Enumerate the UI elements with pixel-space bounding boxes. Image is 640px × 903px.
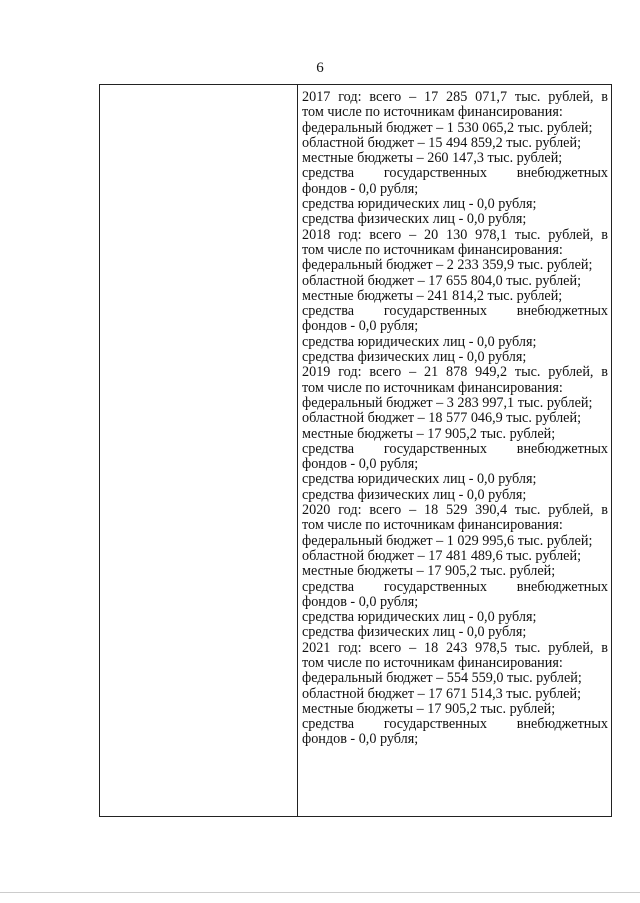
- text-line: федеральный бюджет – 1 029 995,6 тыс. рублей;: [302, 532, 593, 549]
- text-line: том числе по источникам финансирования:: [302, 104, 563, 121]
- text-line: том числе по источникам финансирования:: [302, 517, 563, 534]
- text-line: фондов - 0,0 рубля;: [302, 318, 419, 335]
- text-line: средства физических лиц - 0,0 рубля;: [302, 211, 527, 228]
- text-line: федеральный бюджет – 554 559,0 тыс. рублей;: [302, 670, 582, 687]
- text-line: средства государственных внебюджетных: [302, 166, 608, 182]
- text-line: областной бюджет – 17 481 489,6 тыс. рублей;: [302, 547, 582, 564]
- text-line: областной бюджет – 17 655 804,0 тыс. рублей;: [302, 272, 582, 289]
- funding-details-cell: [302, 90, 608, 748]
- text-line: местные бюджеты – 17 905,2 тыс. рублей;: [302, 700, 556, 717]
- text-line: 2020 год: всего – 18 529 390,4 тыс. рублей, в: [302, 503, 608, 519]
- text-line: федеральный бюджет – 2 233 359,9 тыс. рублей;: [302, 257, 593, 274]
- column-divider: [297, 85, 298, 816]
- text-line: местные бюджеты – 260 147,3 тыс. рублей;: [302, 150, 563, 167]
- text-line: средства государственных внебюджетных: [302, 304, 608, 320]
- text-line: 2021 год: всего – 18 243 978,5 тыс. рублей, в: [302, 640, 608, 656]
- page-number: 6: [316, 60, 324, 76]
- text-line: фондов - 0,0 рубля;: [302, 731, 419, 748]
- text-line: фондов - 0,0 рубля;: [302, 456, 419, 473]
- text-line: том числе по источникам финансирования:: [302, 241, 563, 258]
- funding-table: [99, 84, 612, 817]
- text-line: областной бюджет – 18 577 046,9 тыс. рублей;: [302, 410, 582, 427]
- text-line: местные бюджеты – 17 905,2 тыс. рублей;: [302, 425, 556, 442]
- text-line: областной бюджет – 17 671 514,3 тыс. рублей;: [302, 685, 582, 702]
- text-line: средства физических лиц - 0,0 рубля;: [302, 624, 527, 641]
- text-line: фондов - 0,0 рубля;: [302, 593, 419, 610]
- text-line: местные бюджеты – 241 814,2 тыс. рублей;: [302, 287, 563, 304]
- text-line: местные бюджеты – 17 905,2 тыс. рублей;: [302, 563, 556, 580]
- text-line: том числе по источникам финансирования:: [302, 379, 563, 396]
- text-line: средства физических лиц - 0,0 рубля;: [302, 486, 527, 503]
- text-line: федеральный бюджет – 3 283 997,1 тыс. рублей;: [302, 394, 593, 411]
- text-line: 2019 год: всего – 21 878 949,2 тыс. рублей, в: [302, 365, 608, 381]
- text-line: том числе по источникам финансирования:: [302, 654, 563, 671]
- text-line: федеральный бюджет – 1 530 065,2 тыс. рублей;: [302, 119, 593, 136]
- footer-rule: [0, 892, 640, 893]
- text-line: средства юридических лиц - 0,0 рубля;: [302, 333, 537, 350]
- text-line: фондов - 0,0 рубля;: [302, 180, 419, 197]
- text-line: средства юридических лиц - 0,0 рубля;: [302, 471, 537, 488]
- text-line: средства юридических лиц - 0,0 рубля;: [302, 196, 537, 213]
- text-line: областной бюджет – 15 494 859,2 тыс. рублей;: [302, 134, 582, 151]
- text-line: средства государственных внебюджетных: [302, 717, 608, 733]
- text-line: средства государственных внебюджетных: [302, 579, 608, 595]
- text-line: средства юридических лиц - 0,0 рубля;: [302, 609, 537, 626]
- text-line: средства физических лиц - 0,0 рубля;: [302, 349, 527, 366]
- text-line: 2017 год: всего – 17 285 071,7 тыс. рублей, в: [302, 90, 608, 105]
- text-line: средства государственных внебюджетных: [302, 441, 608, 457]
- text-line: 2018 год: всего – 20 130 978,1 тыс. рублей, в: [302, 227, 608, 243]
